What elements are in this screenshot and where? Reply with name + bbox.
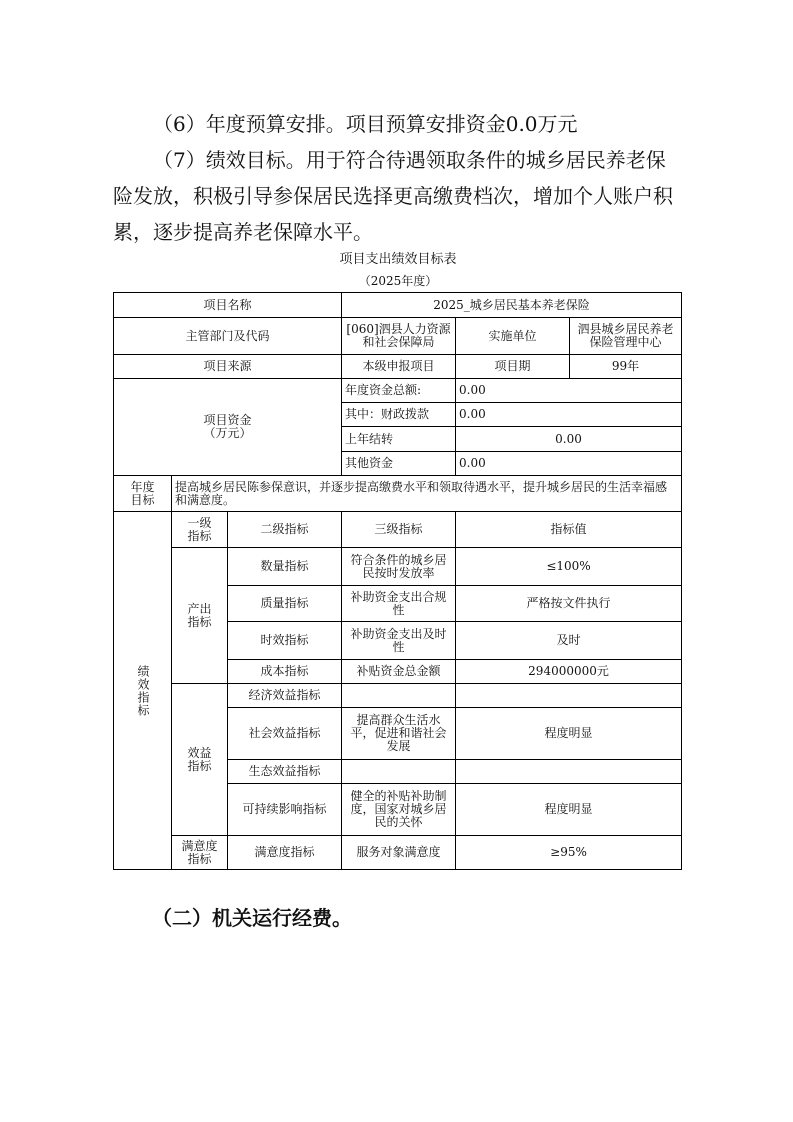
period-value: 99年 [570, 355, 682, 379]
section-heading: （二）机关运行经费。 [152, 906, 352, 930]
cell-value: ≥95% [456, 836, 682, 870]
source-label: 项目来源 [114, 355, 342, 379]
indicators-label: 绩效指标 [114, 512, 172, 870]
cell-l3: 补助资金支出及时性 [342, 622, 456, 660]
dept-value: [060]泗县人力资源和社会保障局 [342, 318, 456, 355]
funds-label-carryover: 上年结转 [342, 427, 456, 452]
cell-value: 294000000元 [456, 660, 682, 684]
cell-l2: 可持续影响指标 [228, 784, 342, 836]
funds-value-other: 0.00 [456, 452, 682, 476]
header-level3: 三级指标 [342, 512, 456, 548]
table-row [114, 684, 682, 708]
cell-value [456, 684, 682, 708]
table-row [114, 512, 682, 548]
table-row [114, 355, 682, 379]
goal-label: 年度目标 [114, 476, 172, 512]
project-name-label: 项目名称 [114, 293, 342, 318]
project-name-value: 2025_城乡居民基本养老保险 [342, 293, 682, 318]
cell-l2: 数量指标 [228, 548, 342, 586]
cell-l2: 质量指标 [228, 586, 342, 622]
cell-l3 [342, 684, 456, 708]
funds-value-carryover: 0.00 [456, 427, 682, 452]
header-value: 指标值 [456, 512, 682, 548]
table-row [114, 293, 682, 318]
funds-label-other: 其他资金 [342, 452, 456, 476]
performance-table [113, 292, 682, 870]
table-row [114, 379, 682, 403]
cell-value: 程度明显 [456, 784, 682, 836]
cell-l2: 成本指标 [228, 660, 342, 684]
funds-label-total: 年度资金总额: [342, 379, 456, 403]
cell-l3 [342, 760, 456, 784]
cell-l3: 提高群众生活水平，促进和谐社会发展 [342, 708, 456, 760]
header-level2: 二级指标 [228, 512, 342, 548]
cell-l2: 经济效益指标 [228, 684, 342, 708]
table-row [114, 836, 682, 870]
satisfaction-label: 满意度指标 [172, 836, 228, 870]
cell-l2: 时效指标 [228, 622, 342, 660]
funds-label-fiscal: 其中：财政拨款 [342, 403, 456, 427]
dept-label: 主管部门及代码 [114, 318, 342, 355]
cell-l3: 补贴资金总金额 [342, 660, 456, 684]
funds-value-total: 0.00 [456, 379, 682, 403]
period-label: 项目期 [456, 355, 570, 379]
cell-value [456, 760, 682, 784]
cell-value: ≤100% [456, 548, 682, 586]
table-row [114, 476, 682, 512]
paragraph-budget: （6）年度预算安排。项目预算安排资金0.0万元 [153, 112, 578, 136]
header-level1: 一级指标 [172, 512, 228, 548]
cell-l3: 服务对象满意度 [342, 836, 456, 870]
funds-label: 项目资金（万元） [114, 379, 342, 476]
impl-value: 泗县城乡居民养老保险管理中心 [570, 318, 682, 355]
cell-l3: 补助资金支出合规性 [342, 586, 456, 622]
table-row [114, 318, 682, 355]
cell-l2: 满意度指标 [228, 836, 342, 870]
cell-l3: 符合条件的城乡居民按时发放率 [342, 548, 456, 586]
table-row [114, 548, 682, 586]
paragraph-goal: （7）绩效目标。用于符合待遇领取条件的城乡居民养老保险发放，积极引导参保居民选择更高缴费档次，增加个人账户积累，逐步提高养老保障水平。 [113, 148, 673, 244]
output-label: 产出指标 [172, 548, 228, 684]
cell-value: 及时 [456, 622, 682, 660]
table-title: 项目支出绩效目标表 [339, 252, 457, 267]
funds-value-fiscal: 0.00 [456, 403, 682, 427]
source-value: 本级申报项目 [342, 355, 456, 379]
cell-value: 程度明显 [456, 708, 682, 760]
cell-l2: 社会效益指标 [228, 708, 342, 760]
cell-value: 严格按文件执行 [456, 586, 682, 622]
cell-l2: 生态效益指标 [228, 760, 342, 784]
impl-label: 实施单位 [456, 318, 570, 355]
goal-value: 提高城乡居民陈参保意识，并逐步提高缴费水平和领取待遇水平，提升城乡居民的生活幸福感和满意度。 [172, 476, 682, 512]
benefit-label: 效益指标 [172, 684, 228, 836]
cell-l3: 健全的补贴补助制度，国家对城乡居民的关怀 [342, 784, 456, 836]
table-year: （2025年度） [358, 274, 438, 288]
